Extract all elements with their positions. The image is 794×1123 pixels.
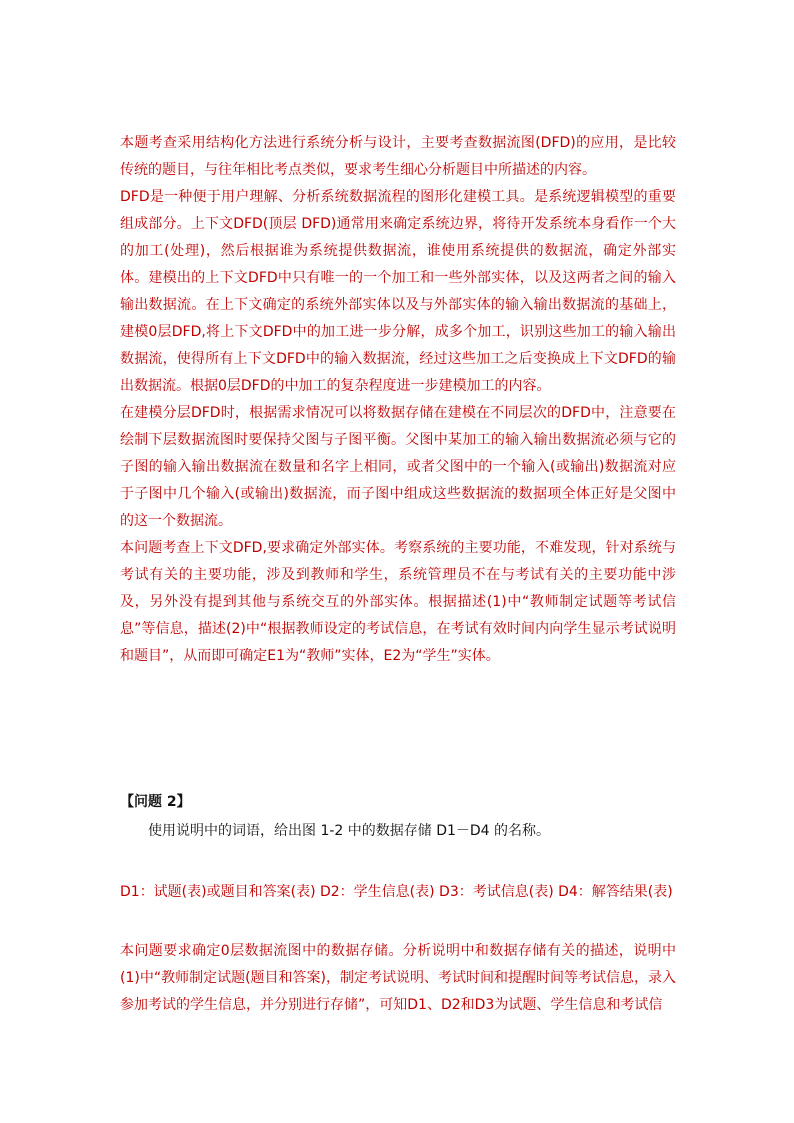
analysis-paragraph-question2: 本问题要求确定0层数据流图中的数据存储。分析说明中和数据存储有关的描述，说明中(1)中“教师制定试题(题目和答案)，制定考试说明、考试时间和提醒时间等考试信息，录入参加考试的学生信息，并分别进行存储”，可知D1、D2和D3为试题、学生信息和考试信 [120, 943, 677, 1013]
analysis-paragraph-question1: 本问题考查上下文DFD,要求确定外部实体。考察系统的主要功能，不难发现，针对系统与考试有关的主要功能，涉及到教师和学生，系统管理员不在与考试有关的主要功能中涉及，另外没有提到其他与系统交互的外部实体。根据描述(1)中“教师制定试题等考试信息”等信息，描述(2)中“根据教师设定的考试信息，在考试有效时间内向学生显示考试说明和题目”，从而即可确定E1为“教师”实体，E2为“学生”实体。 [120, 540, 676, 664]
analysis-section-2 [120, 938, 676, 1019]
question-text: 使用说明中的词语，给出图 1-2 中的数据存储 D1－D4 的名称。 [148, 823, 551, 839]
answer-text: D1：试题(表)或题目和答案(表) D2：学生信息(表) D3：考试信息(表) D4：解答结果(表) [120, 884, 673, 900]
analysis-paragraph-dfd-definition: DFD是一种便于用户理解、分析系统数据流程的图形化建模工具。是系统逻辑模型的重要组成部分。上下文DFD(顶层 DFD)通常用来确定系统边界，将待开发系统本身看作一个大的加工(处理)，然后根据谁为系统提供数据流，谁使用系统提供的数据流，确定外部实体。建模出的上下文DFD中只有唯一的一个加工和一些外部实体，以及这两者之间的输入输出数据流。在上下文确定的系统外部实体以及与外部实体的输入输出数据流的基础上，建模0层DFD,将上下文DFD中的加工进一步分解，成多个加工，识别这些加工的输入输出数据流，使得所有上下文DFD中的输入数据流，经过这些加工之后变换成上下文DFD的输出数据流。根据0层DFD的中加工的复杂程度进一步建模加工的内容。 [120, 189, 676, 394]
analysis-paragraph-intro: 本题考查采用结构化方法进行系统分析与设计，主要考查数据流图(DFD)的应用，是比较传统的题目，与往年相比考点类似，要求考生细心分析题目中所描述的内容。 [120, 135, 676, 178]
analysis-section-1 [120, 130, 676, 670]
question-heading: 【问题 2】 [120, 794, 191, 810]
analysis-paragraph-layered-dfd: 在建模分层DFD时，根据需求情况可以将数据存储在建模在不同层次的DFD中，注意要在绘制下层数据流图时要保持父图与子图平衡。父图中某加工的输入输出数据流必须与它的子图的输入输出数据流在数量和名字上相同，或者父图中的一个输入(或输出)数据流对应于子图中几个输入(或输出)数据流，而子图中组成这些数据流的数据项全体正好是父图中的这一个数据流。 [120, 405, 676, 529]
document-page [120, 130, 677, 1013]
